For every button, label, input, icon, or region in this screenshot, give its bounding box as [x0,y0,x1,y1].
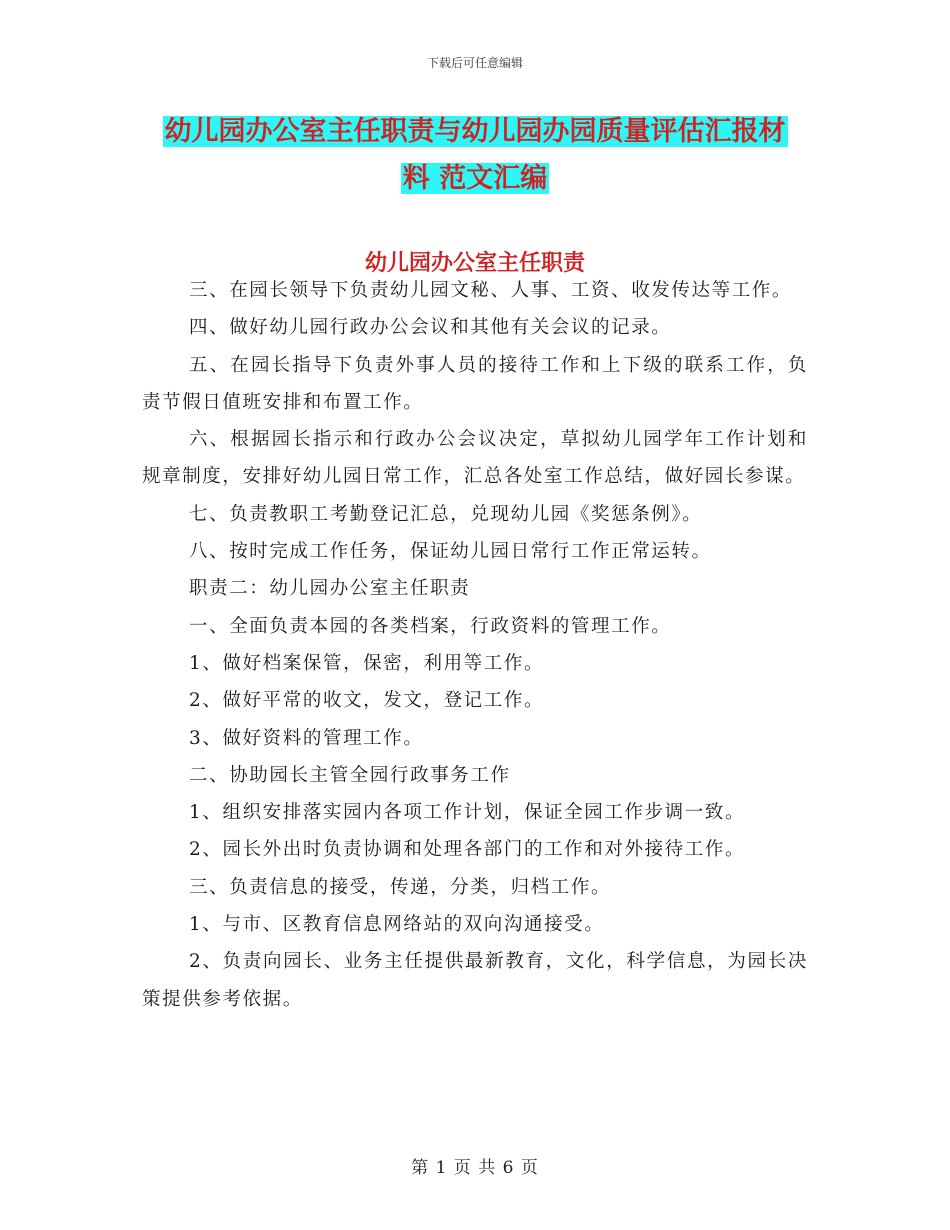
title-line-2: 料 范文汇编 [402,163,548,194]
paragraph: 七、负责教职工考勤登记汇总，兑现幼儿园《奖惩条例》。 [189,503,703,525]
paragraph: 四、做好幼儿园行政办公会议和其他有关会议的记录。 [189,317,672,339]
paragraph: 1、组织安排落实园内各项工作计划，保证全园工作步调一致。 [189,802,746,824]
paragraph: 1、做好档案保管，保密，利用等工作。 [189,652,545,674]
paragraph: 1、与市、区教育信息网络站的双向沟通接受。 [189,914,605,936]
header-note: 下载后可任意编辑 [426,56,523,70]
paragraph: 三、在园长领导下负责幼儿园文秘、人事、工资、收发传达等工作。 [189,280,793,301]
paragraph: 3、做好资料的管理工作。 [189,727,424,749]
paragraph: 2、做好平常的收文，发文，登记工作。 [189,690,545,712]
section-title: 幼儿园办公室主任职责 [364,251,585,276]
paragraph: 二、协助园长主管全园行政事务工作 [189,764,511,786]
document-body [142,272,808,1018]
paragraph: 三、负责信息的接受，传递，分类，归档工作。 [189,876,612,898]
paragraph: 2、园长外出时负责协调和处理各部门的工作和对外接待工作。 [189,839,746,861]
paragraph: 一、全面负责本园的各类档案，行政资料的管理工作。 [189,615,672,637]
page-footer: 第 1 页 共 6 页 [411,1158,539,1178]
paragraph: 2、负责向园长、业务主任提供最新教育，文化，科学信息，为园长决策提供参考依据。 [142,951,808,1010]
paragraph: 六、根据园长指示和行政办公会议决定，草拟幼儿园学年工作计划和规章制度，安排好幼儿园日常工作，汇总各处室工作总结，做好园长参谋。 [142,429,808,488]
title-line-1: 幼儿园办公室主任职责与幼儿园办园质量评估汇报材 [164,116,786,147]
paragraph: 职责二：幼儿园办公室主任职责 [189,578,471,600]
paragraph: 八、按时完成工作任务，保证幼儿园日常行工作正常运转。 [189,541,712,563]
document-title [140,108,810,202]
paragraph: 五、在园长指导下负责外事人员的接待工作和上下级的联系工作，负责节假日值班安排和布置工作。 [142,354,808,413]
